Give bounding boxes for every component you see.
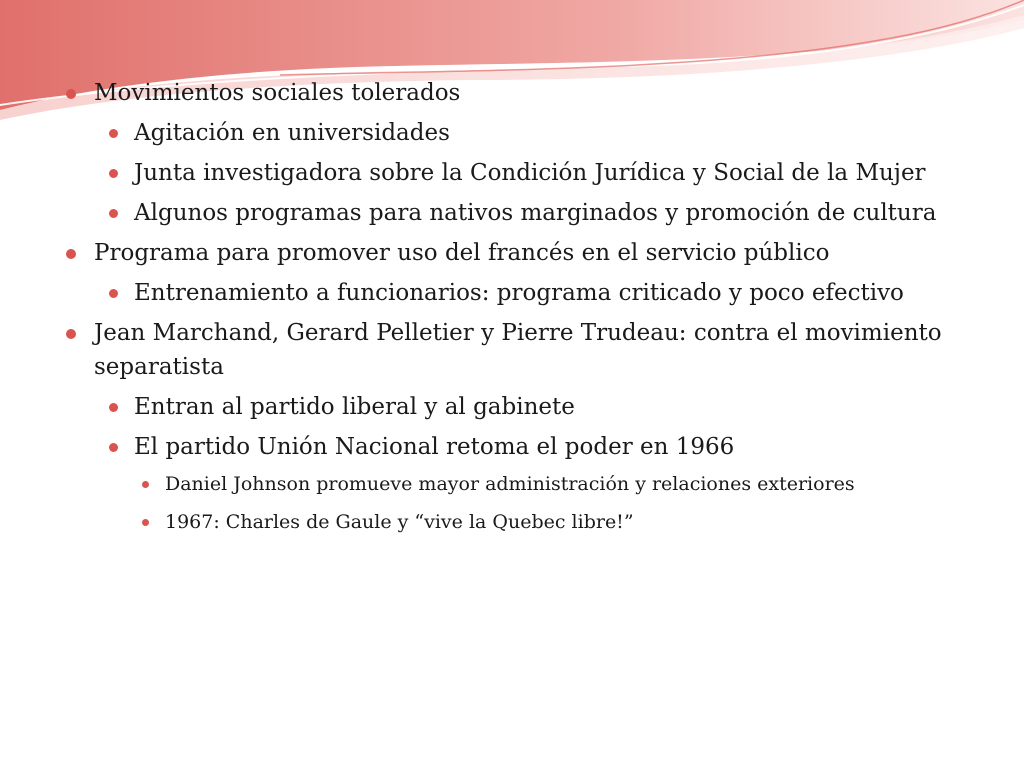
bullet-text: 1967: Charles de Gaule y “vive la Quebec libre!” [165,511,634,533]
bullet-list [0,76,1024,546]
bullet-dot-icon [66,249,76,259]
bullet-item [0,76,1024,110]
bullet-dot-icon [109,403,118,412]
bullet-text: Jean Marchand, Gerard Pelletier y Pierre Trudeau: contra el movimiento separatista [94,320,942,380]
bullet-dot-icon [109,169,118,178]
bullet-dot-icon [142,519,149,526]
bullet-item [0,276,1024,310]
bullet-item [0,470,1024,498]
bullet-item [0,116,1024,150]
bullet-item [0,508,1024,536]
bullet-item [0,156,1024,190]
bullet-dot-icon [66,329,76,339]
bullet-text: Programa para promover uso del francés en el servicio público [94,240,830,266]
bullet-dot-icon [142,481,149,488]
bullet-text: El partido Unión Nacional retoma el poder en 1966 [134,434,735,460]
bullet-dot-icon [109,129,118,138]
bullet-text: Junta investigadora sobre la Condición Jurídica y Social de la Mujer [134,160,926,186]
bullet-text: Agitación en universidades [134,120,450,146]
bullet-item [0,236,1024,270]
bullet-dot-icon [109,443,118,452]
bullet-text: Daniel Johnson promueve mayor administración y relaciones exteriores [165,473,855,495]
bullet-item [0,430,1024,464]
bullet-text: Movimientos sociales tolerados [94,80,461,106]
bullet-item [0,390,1024,424]
bullet-dot-icon [109,209,118,218]
bullet-text: Algunos programas para nativos marginados y promoción de cultura [134,200,937,226]
bullet-dot-icon [109,289,118,298]
bullet-item [0,316,1024,384]
bullet-item [0,196,1024,230]
bullet-text: Entrenamiento a funcionarios: programa criticado y poco efectivo [134,280,904,306]
bullet-text: Entran al partido liberal y al gabinete [134,394,575,420]
bullet-dot-icon [66,89,76,99]
